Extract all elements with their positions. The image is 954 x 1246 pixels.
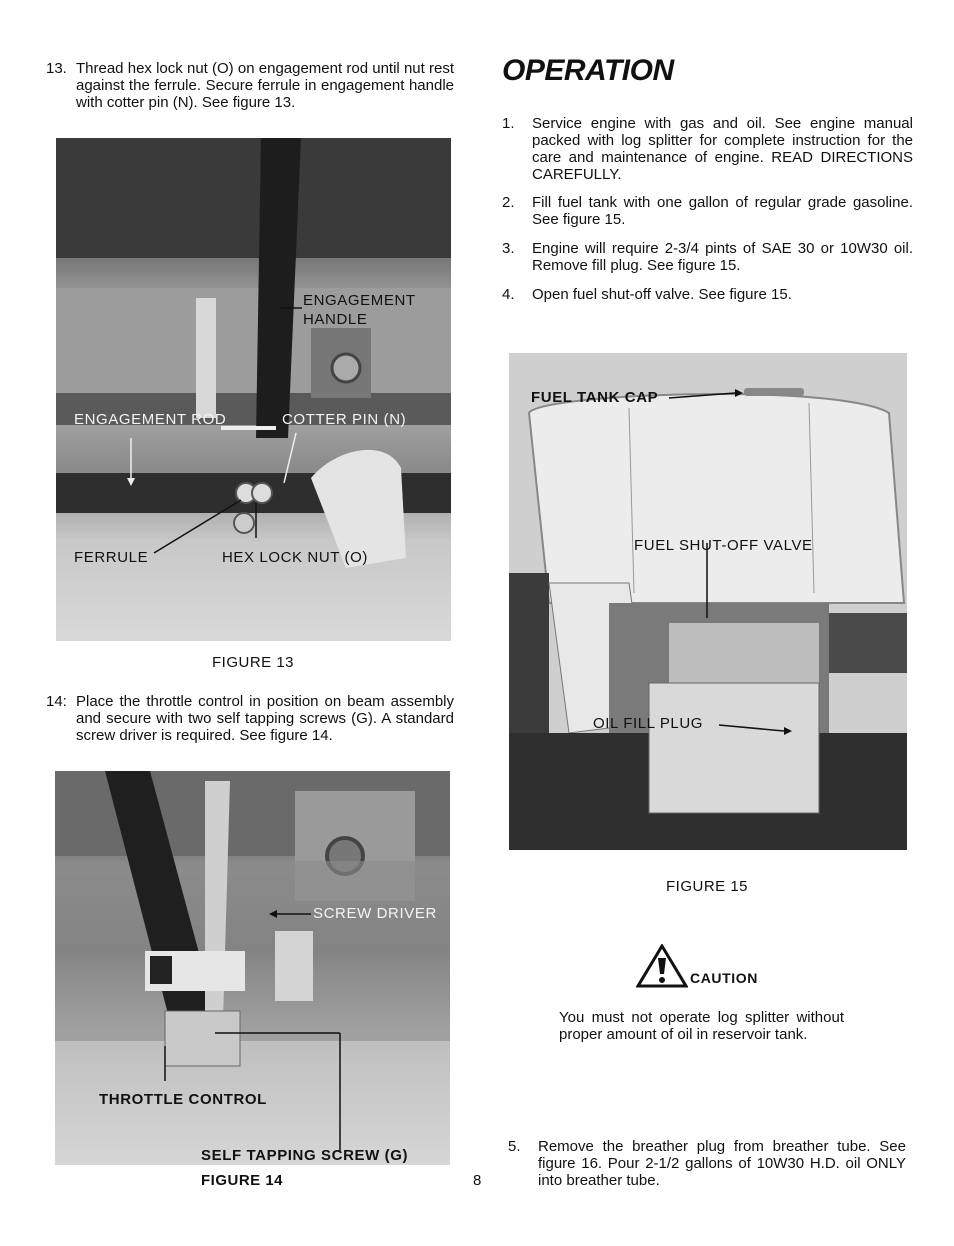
figure-14-photo: [55, 771, 450, 1165]
operation-step-2: [502, 194, 913, 228]
step-number: 5.: [508, 1138, 521, 1155]
figure-15-photo: [509, 353, 907, 850]
figure-13-caption: FIGURE 13: [212, 654, 295, 671]
step-text: Thread hex lock nut (O) on engagement rod until nut rest against the ferrule. Secure ferrule in engagement handle with cotter pin (N). See figure 13.: [76, 60, 454, 111]
label-engagement-handle-line1: ENGAGEMENT: [303, 292, 416, 309]
label-throttle-control: THROTTLE CONTROL: [99, 1091, 267, 1108]
figure-15-illustration: [509, 353, 907, 850]
operation-step-4: [502, 286, 913, 303]
step-text: Remove the breather plug from breather tube. See figure 16. Pour 2-1/2 gallons of 10W30 H.D. oil ONLY into breather tube.: [538, 1138, 906, 1189]
step-text: Service engine with gas and oil. See engine manual packed with log splitter for complete instruction for the care and maintenance of engine. READ DIRECTIONS CAREFULLY.: [532, 115, 913, 183]
step-text: Place the throttle control in position on beam assembly and secure with two self tapping screws (G). A standard screw driver is required. See figure 14.: [76, 693, 454, 744]
label-oil-fill-plug: OIL FILL PLUG: [593, 715, 704, 732]
step-text: Fill fuel tank with one gallon of regular grade gasoline. See figure 15.: [532, 194, 913, 228]
label-ferrule: FERRULE: [74, 549, 149, 566]
step-number: 14:: [46, 693, 67, 710]
step-number: 3.: [502, 240, 515, 257]
step-number: 13.: [46, 60, 67, 77]
label-engagement-handle-line2: HANDLE: [303, 311, 368, 328]
caution-title: CAUTION: [690, 970, 758, 986]
label-fuel-tank-cap: FUEL TANK CAP: [531, 389, 659, 406]
operation-step-3: [502, 240, 913, 274]
step-13: [46, 60, 454, 111]
label-fuel-shutoff-valve: FUEL SHUT-OFF VALVE: [634, 537, 813, 554]
label-engagement-rod: ENGAGEMENT ROD: [74, 411, 227, 428]
step-text: Engine will require 2-3/4 pints of SAE 30 or 10W30 oil. Remove fill plug. See figure 15.: [532, 240, 913, 274]
figure-14-caption: FIGURE 14: [201, 1172, 284, 1189]
warning-triangle-icon: [636, 944, 688, 988]
step-number: 2.: [502, 194, 515, 211]
figure-13-photo: [56, 138, 451, 641]
operation-step-1: [502, 115, 913, 183]
step-text: Open fuel shut-off valve. See figure 15.: [532, 286, 792, 303]
caution-text: You must not operate log splitter without proper amount of oil in reservoir tank.: [559, 1009, 844, 1043]
step-14: [46, 693, 454, 744]
figure-15-caption: FIGURE 15: [666, 878, 749, 895]
label-cotter-pin: COTTER PIN (N): [282, 411, 407, 428]
step-number: 4.: [502, 286, 515, 303]
label-hex-lock-nut: HEX LOCK NUT (O): [222, 549, 369, 566]
operation-step-5: [508, 1138, 906, 1189]
operation-heading: OPERATION: [502, 54, 674, 87]
caution-header: [636, 944, 758, 988]
label-self-tapping-screw: SELF TAPPING SCREW (G): [201, 1147, 409, 1164]
step-number: 1.: [502, 115, 515, 132]
label-screw-driver: SCREW DRIVER: [313, 905, 437, 922]
page-number: 8: [473, 1172, 482, 1189]
